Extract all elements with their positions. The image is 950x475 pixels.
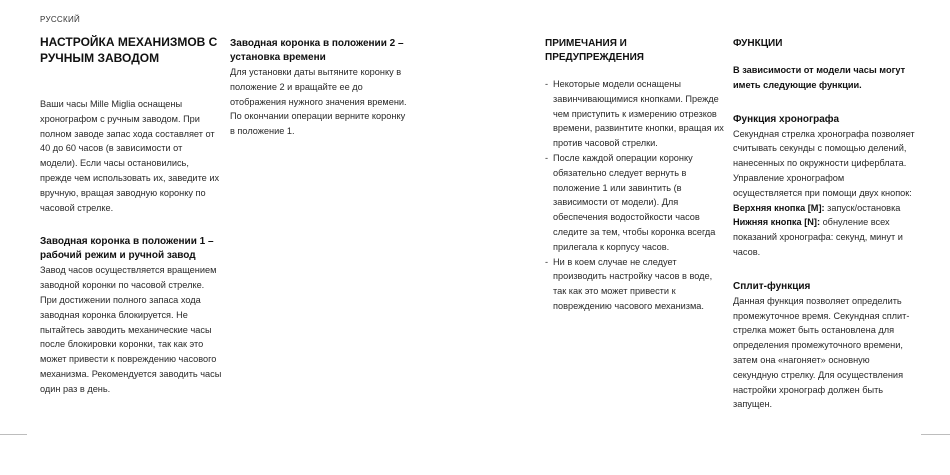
upper-button-line [733, 201, 915, 216]
bottom-rule-right [921, 434, 950, 435]
section-text-position-2: Для установки даты вытяните коронку в положение 2 и вращайте ее до отображения нужного значения времени. По окончании операции верните коронку в положение 1. [230, 67, 407, 137]
column-notes [545, 37, 727, 314]
upper-button-text: запуск/остановка [824, 202, 901, 213]
chrono-text: Секундная стрелка хронографа позволяет считывать секунды с помощью делений, нанесенных по окружности циферблата. Управление хронографом осуществляется при помощи двух кнопок: [733, 128, 915, 198]
split-title: Сплит-функция [733, 280, 811, 292]
note-item [545, 151, 727, 255]
column-functions [733, 37, 915, 412]
functions-title: ФУНКЦИИ [733, 38, 783, 49]
notes-title: ПРИМЕЧАНИЯ И ПРЕДУПРЕЖДЕНИЯ [545, 38, 644, 63]
page-title: НАСТРОЙКА МЕХАНИЗМОВ С РУЧНЫМ ЗАВОДОМ [40, 35, 218, 65]
intro-paragraph: Ваши часы Mille Miglia оснащены хронографом с ручным заводом. При полном заводе запас хода составляет от 40 до 60 часов (в зависимости от модели). Если часы остановились, прежде чем использовать их, заведите их вручную, вращая заводную коронку по часовой стрелке. [40, 99, 220, 213]
bullet-dash: - [545, 152, 549, 163]
column-manual-winding [40, 35, 222, 397]
language-label: РУССКИЙ [40, 15, 81, 24]
section-text-position-1: Завод часов осуществляется вращением заводной коронки по часовой стрелке. При достижении полного запаса хода заводная коронка блокируется. Не пытайтесь заводить механические часы после блокировки коронки, так как это может привести к повреждению часового механизма. Рекомендуется заводить часы один раз в день. [40, 265, 222, 394]
note-text: Некоторые модели оснащены завинчивающимися кнопками. Прежде чем приступить к измерению отрезков времени, развинтите кнопки, вращая их против часовой стрелки. [553, 79, 724, 149]
bullet-dash: - [545, 256, 549, 267]
upper-button-label: Верхняя кнопка [M]: [733, 202, 825, 213]
lower-button-label: Нижняя кнопка [N]: [733, 217, 821, 228]
note-text: После каждой операции коронку обязательно следует вернуть в положение 1 или завинтить (в зависимости от модели). Для обеспечения водостойкости часов следите за тем, чтобы коронка всегда прилегала к корпусу часов. [553, 152, 716, 252]
column-time-setting [230, 37, 412, 139]
section-title-position-2: Заводная коронка в положении 2 – установка времени [230, 38, 404, 63]
section-title-position-1: Заводная коронка в положении 1 – рабочий режим и ручной завод [40, 236, 214, 262]
bottom-rule-left [0, 434, 27, 435]
note-item [545, 255, 727, 314]
functions-lead: В зависимости от модели часы могут иметь следующие функции. [733, 65, 906, 90]
chrono-title: Функция хронографа [733, 113, 840, 125]
note-text: Ни в коем случае не следует производить настройку часов в воде, так как это может привести к повреждению часового механизма. [553, 256, 713, 311]
note-item [545, 77, 727, 151]
lower-button-text: обнуление всех показаний хронографа: секунд, минут и часов. [733, 217, 903, 257]
lower-button-line [733, 215, 915, 259]
split-text: Данная функция позволяет определить промежуточное время. Секундная сплит-стрелка может быть остановлена для определения промежуточного времени, затем она «нагоняет» основную секундную стрелку. Для осуществления настройки хронограф должен быть запущен. [733, 295, 910, 410]
bullet-dash: - [545, 79, 549, 89]
